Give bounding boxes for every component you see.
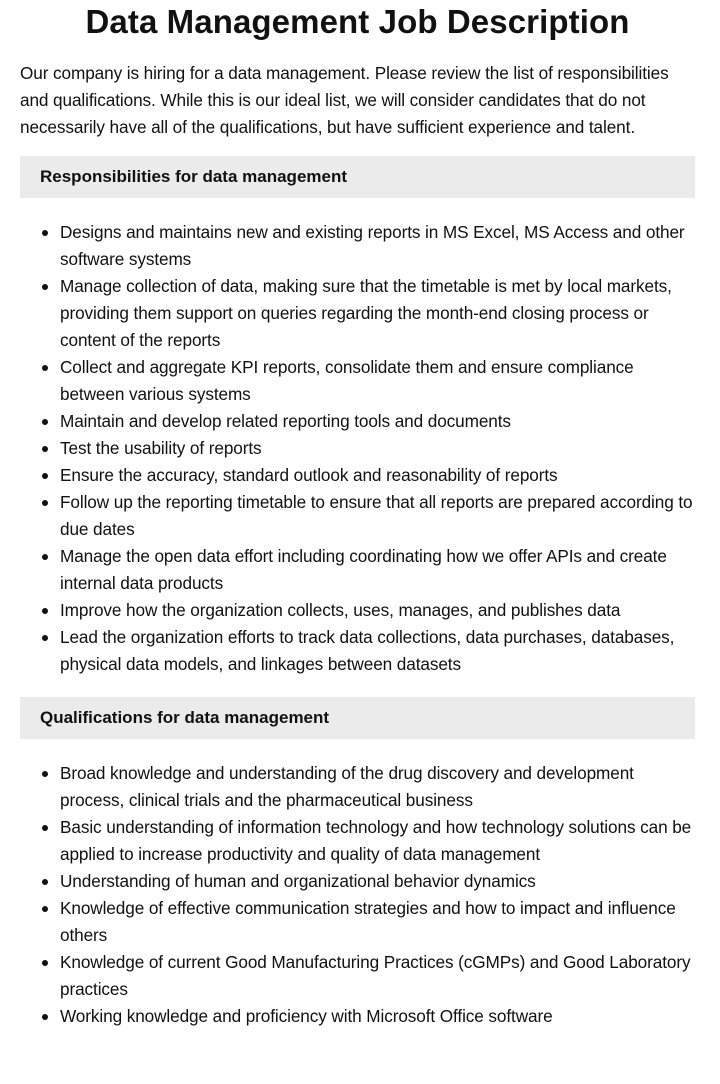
list-item [60,462,695,489]
list-item [60,1003,695,1030]
list-item-text: Working knowledge and proficiency with Microsoft Office software [60,1006,553,1026]
list-item-text: Designs and maintains new and existing reports in MS Excel, MS Access and other software systems [60,222,685,269]
list-item-text: Improve how the organization collects, uses, manages, and publishes data [60,600,621,620]
list-item [60,435,695,462]
list-item [60,868,695,895]
bullet-icon [42,879,48,885]
list-item-text: Manage the open data effort including coordinating how we offer APIs and create internal data products [60,546,667,593]
bullet-icon [42,771,48,777]
list-item-text: Basic understanding of information technology and how technology solutions can be applied to increase productivity and quality of data management [60,817,692,864]
intro-paragraph: Our company is hiring for a data management. Please review the list of responsibilities and qualifications. While this is our ideal list, we will consider candidates that do not necessarily have all of the qualifications, but have sufficient experience and talent. [20,63,669,137]
list-item-text: Lead the organization efforts to track data collections, data purchases, databases, physical data models, and linkages between datasets [60,627,675,674]
list-item [60,760,695,814]
bullet-icon [42,419,48,425]
responsibilities-header: Responsibilities for data management [20,156,695,198]
bullet-icon [42,825,48,831]
list-item-text: Knowledge of effective communication strategies and how to impact and influence others [60,898,676,945]
list-item-text: Ensure the accuracy, standard outlook and reasonability of reports [60,465,558,485]
bullet-icon [42,635,48,641]
bullet-icon [42,284,48,290]
bullet-icon [42,960,48,966]
list-item-text: Knowledge of current Good Manufacturing Practices (cGMPs) and Good Laboratory practices [60,952,691,999]
list-item-text: Test the usability of reports [60,438,262,458]
list-item-text: Collect and aggregate KPI reports, consolidate them and ensure compliance between various systems [60,357,634,404]
list-item [60,949,695,1003]
list-item [60,895,695,949]
list-item [60,597,695,624]
bullet-icon [42,446,48,452]
responsibilities-list [20,219,695,678]
bullet-icon [42,230,48,236]
list-item [60,624,695,678]
list-item [60,543,695,597]
bullet-icon [42,906,48,912]
list-item-text: Maintain and develop related reporting tools and documents [60,411,511,431]
bullet-icon [42,500,48,506]
list-item [60,489,695,543]
bullet-icon [42,608,48,614]
list-item-text: Understanding of human and organizational behavior dynamics [60,871,536,891]
bullet-icon [42,473,48,479]
list-item-text: Follow up the reporting timetable to ensure that all reports are prepared according to due dates [60,492,693,539]
list-item [60,219,695,273]
list-item [60,273,695,354]
list-item-text: Broad knowledge and understanding of the drug discovery and development process, clinical trials and the pharmaceutical business [60,763,634,810]
qualifications-header: Qualifications for data management [20,697,695,739]
page-title: Data Management Job Description [85,3,630,40]
bullet-icon [42,365,48,371]
bullet-icon [42,1014,48,1020]
qualifications-list [20,760,695,1030]
list-item [60,814,695,868]
list-item [60,354,695,408]
list-item-text: Manage collection of data, making sure that the timetable is met by local markets, providing them support on queries regarding the month-end closing process or content of the reports [60,276,672,350]
list-item [60,408,695,435]
bullet-icon [42,554,48,560]
